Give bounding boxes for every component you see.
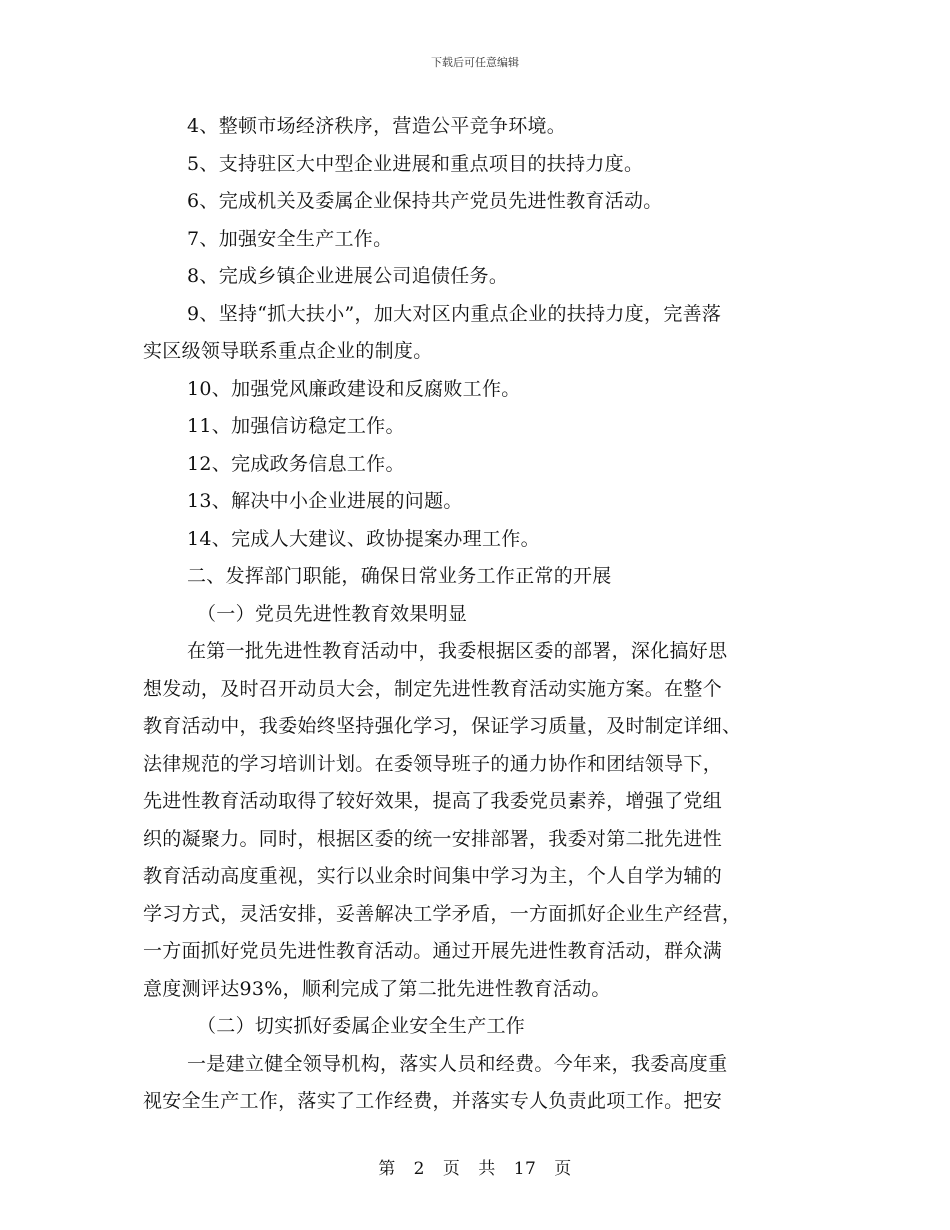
- page-footer: [0, 1154, 950, 1179]
- footer-mid: 页: [442, 1159, 461, 1179]
- text-line: 一是建立健全领导机构，落实人员和经费。今年来，我委高度重: [187, 1052, 728, 1075]
- document-body: [143, 108, 809, 1121]
- text-line: 教育活动中，我委始终坚持强化学习，保证学习质量，及时制定详细、: [143, 715, 742, 737]
- text-line: 想发动，及时召开动员大会，制定先进性教育活动实施方案。在整个: [143, 677, 723, 700]
- text-line: 法律规范的学习培训计划。在委领导班子的通力协作和团结领导下，: [143, 752, 723, 775]
- footer-total-pages: 17: [513, 1159, 537, 1179]
- text-line: 意度测评达93%，顺利完成了第二批先进性教育活动。: [143, 977, 611, 1000]
- text-line: 12、完成政务信息工作。: [187, 452, 405, 475]
- text-line: 视安全生产工作，落实了工作经费，并落实专人负责此项工作。把安: [143, 1090, 723, 1112]
- text-line: 4、整顿市场经济秩序，营造公平竞争环境。: [187, 115, 567, 137]
- text-line: 9、坚持“抓大扶小”，加大对区内重点企业的扶持力度，完善落: [187, 302, 722, 325]
- text-line: 11、加强信访稳定工作。: [187, 415, 405, 437]
- text-line: 在第一批先进性教育活动中，我委根据区委的部署，深化搞好思: [187, 640, 728, 662]
- text-line: 一方面抓好党员先进性教育活动。通过开展先进性教育活动，群众满: [143, 940, 723, 962]
- text-line: 6、完成机关及委属企业保持共产党员先进性教育活动。: [187, 190, 663, 212]
- text-line: （二）切实抓好委属企业安全生产工作: [197, 1015, 526, 1037]
- text-line: 二、发挥部门职能，确保日常业务工作正常的开展: [187, 565, 612, 587]
- text-line: （一）党员先进性教育效果明显: [197, 602, 468, 625]
- text-line: 织的凝聚力。同时，根据区委的统一安排部署，我委对第二批先进性: [143, 827, 723, 850]
- text-line: 13、解决中小企业进展的问题。: [187, 490, 463, 512]
- text-line: 8、完成乡镇企业进展公司追债任务。: [187, 265, 509, 287]
- text-line: 5、支持驻区大中型企业进展和重点项目的扶持力度。: [187, 152, 644, 175]
- text-line: 先进性教育活动取得了较好效果，提高了我委党员素养，增强了党组: [143, 790, 723, 812]
- text-line: 实区级领导联系重点企业的制度。: [143, 340, 433, 362]
- footer-prefix: 第: [378, 1159, 396, 1179]
- footer-suffix: 页: [554, 1159, 572, 1179]
- text-line: 10、加强党风廉政建设和反腐败工作。: [187, 377, 521, 400]
- text-line: 教育活动高度重视，实行以业余时间集中学习为主，个人自学为辅的: [143, 865, 723, 887]
- page-header: 下载后可任意编辑: [431, 56, 519, 69]
- footer-page-number: 2: [413, 1159, 425, 1179]
- text-line: 学习方式，灵活安排，妥善解决工学矛盾，一方面抓好企业生产经营，: [143, 902, 742, 925]
- text-line: 14、完成人大建议、政协提案办理工作。: [187, 527, 540, 550]
- text-line: 7、加强安全生产工作。: [187, 227, 393, 250]
- footer-total-prefix: 共: [478, 1159, 496, 1179]
